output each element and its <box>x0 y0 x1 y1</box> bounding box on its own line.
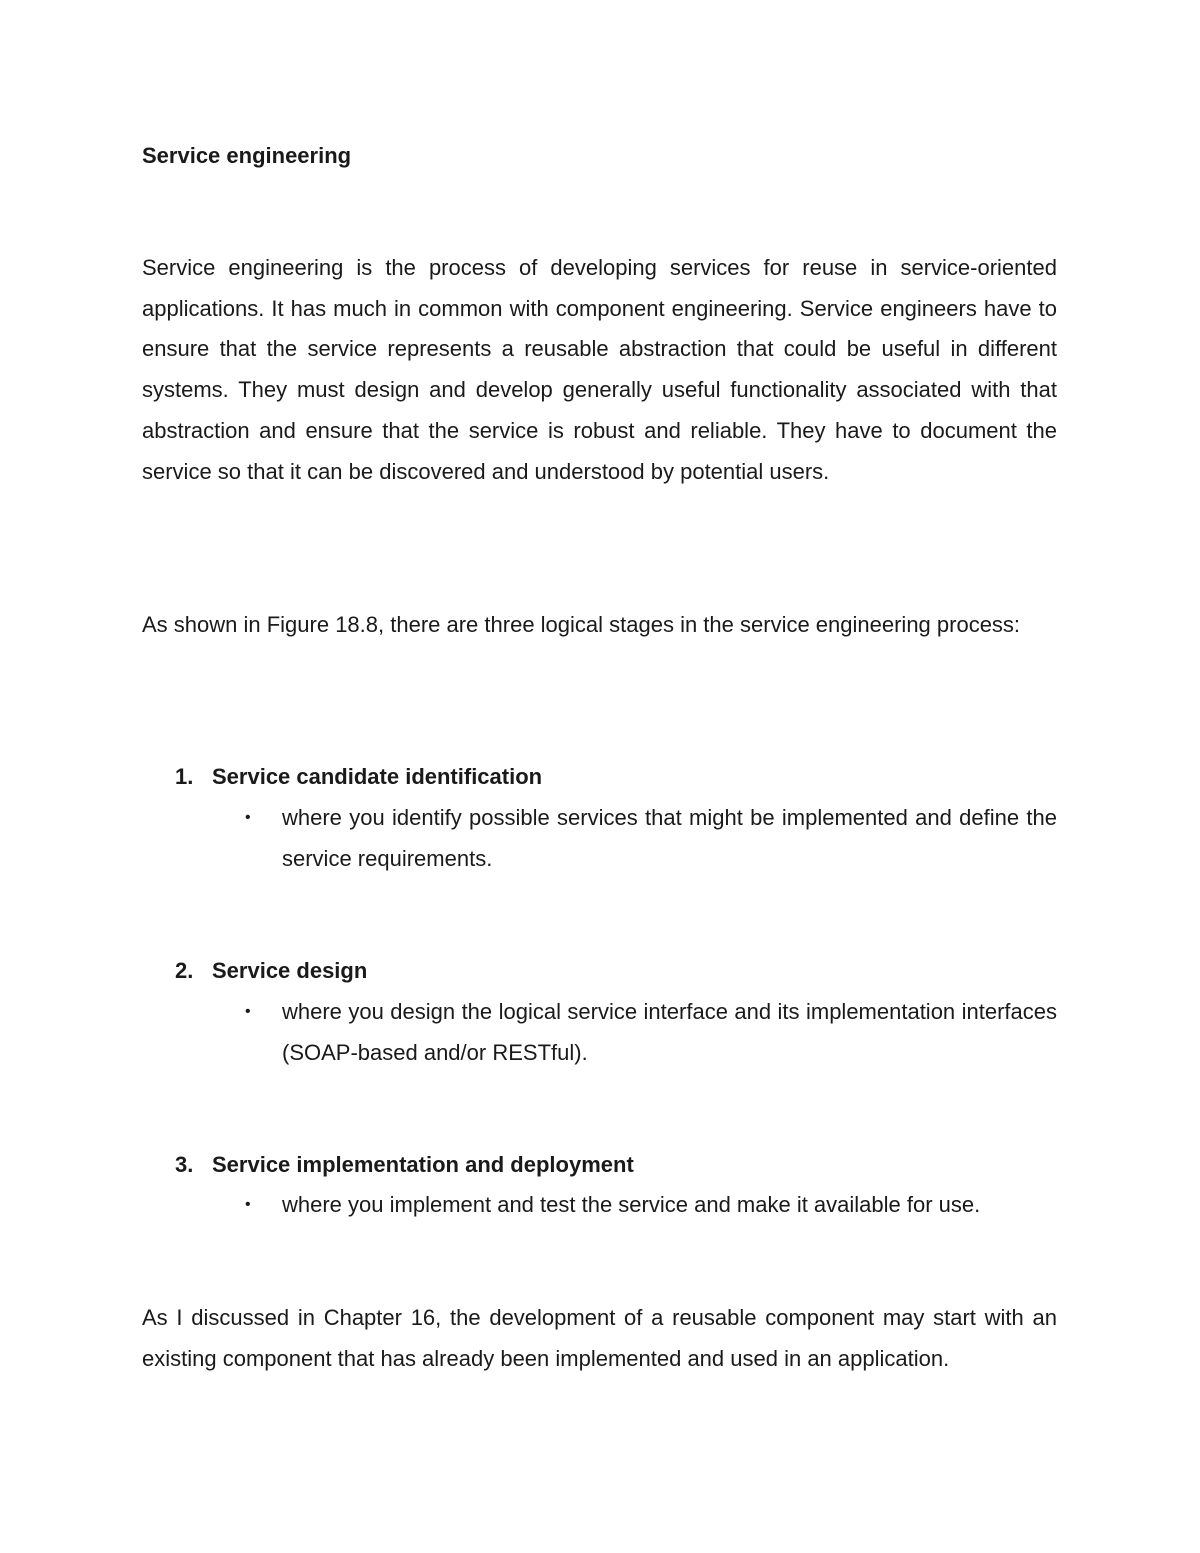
stage-1-title-text: Service candidate identification <box>212 764 543 789</box>
stage-3-title <box>175 1151 634 1179</box>
section-heading: Service engineering <box>142 143 352 168</box>
stages-intro-paragraph: As shown in Figure 18.8, there are three logical stages in the service engineering process: <box>142 612 1021 637</box>
stage-2-title <box>175 957 367 985</box>
closing-paragraph: As I discussed in Chapter 16, the development of a reusable component may start with an existing component that has already been implemented and used in an application. <box>142 1305 1057 1371</box>
stage-3-number: 3. <box>175 1152 194 1177</box>
stage-2-description: where you design the logical service interface and its implementation interfaces (SOAP-based and/or RESTful). <box>282 999 1057 1065</box>
bullet-icon: • <box>245 809 251 826</box>
stage-3-title-text: Service implementation and deployment <box>212 1152 634 1177</box>
stage-1-number: 1. <box>175 764 194 789</box>
bullet-icon: • <box>245 1196 251 1213</box>
bullet-icon: • <box>245 1003 251 1020</box>
intro-paragraph: Service engineering is the process of developing services for reuse in service-oriented applications. It has much in common with component engineering. Service engineers have to ensure that the service represents a reusable abstraction that could be useful in different systems. They must design and develop generally useful functionality associated with that abstraction and ensure that the service is robust and reliable. They have to document the service so that it can be discovered and understood by potential users. <box>142 255 1057 484</box>
stage-1-title <box>175 763 542 791</box>
stage-2-number: 2. <box>175 958 194 983</box>
stage-2-title-text: Service design <box>212 958 368 983</box>
stage-3-description: where you implement and test the service and make it available for use. <box>282 1192 981 1217</box>
stage-1-description: where you identify possible services that might be implemented and define the service requirements. <box>282 805 1057 871</box>
